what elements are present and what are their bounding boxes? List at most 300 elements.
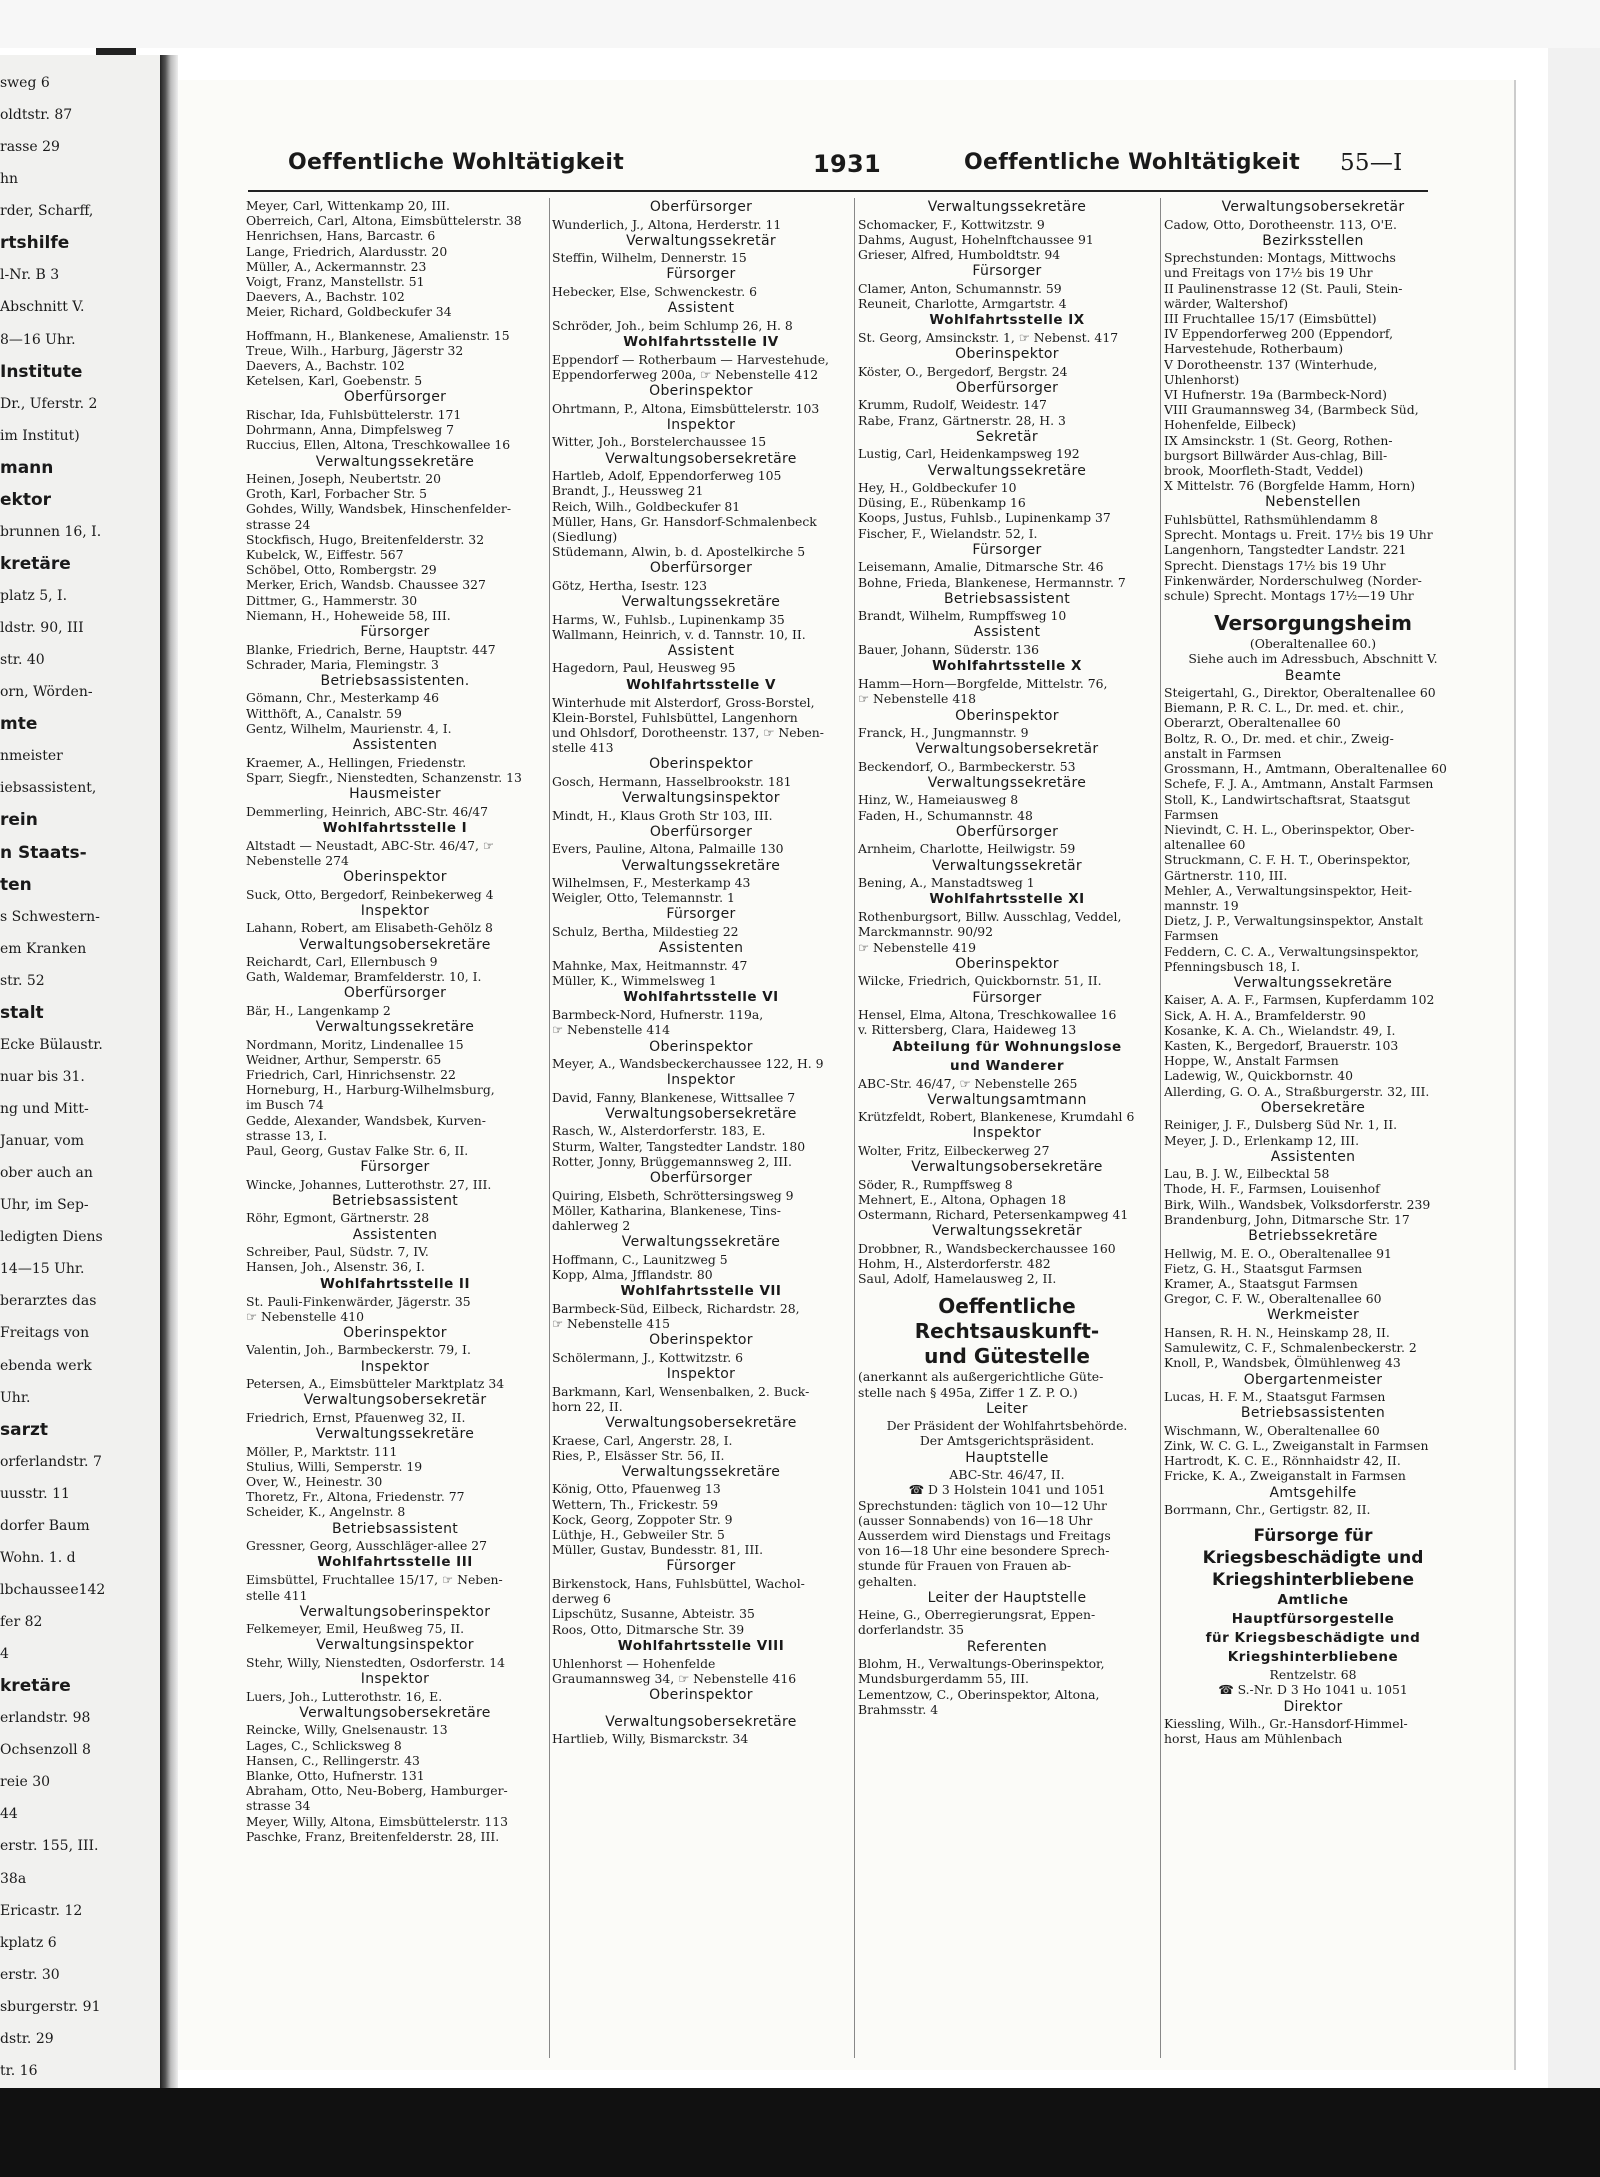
section-heading: Betriebssekretäre: [1248, 1228, 1378, 1245]
left-page-fragment: Ecke Bülaustr.: [0, 1037, 103, 1053]
entry-line: Mahnke, Max, Heitmannstr. 47: [552, 957, 748, 973]
entry-line: Heinen, Joseph, Neubertstr. 20: [246, 471, 442, 487]
entry-line: IX Amsinckstr. 1 (St. Georg, Rothen-: [1164, 432, 1393, 448]
entry-line: Dittmer, G., Hammerstr. 30: [246, 592, 418, 608]
office-heading: Hauptfürsorgestelle: [1231, 1611, 1395, 1628]
entry-line: Bening, A., Manstadtsweg 1: [858, 875, 1035, 891]
page-header: [248, 150, 1428, 190]
entry-line: Lau, B. J. W., Eilbecktal 58: [1164, 1166, 1330, 1182]
section-heading: Assistenten: [352, 737, 438, 754]
left-page-fragment: kretäre: [0, 1676, 71, 1696]
entry-line: Möller, Katharina, Blankenese, Tins-: [552, 1202, 781, 1218]
section-heading: Betriebsassistent: [331, 1520, 459, 1537]
entry-line: Franck, H., Jungmannstr. 9: [858, 725, 1029, 741]
entry-line: Wilcke, Friedrich, Quickbornstr. 51, II.: [858, 973, 1102, 989]
entry-line: III Fruchtallee 15/17 (Eimsbüttel): [1164, 311, 1377, 327]
entry-line: Meyer, A., Wandsbeckerchaussee 122, H. 9: [552, 1056, 824, 1071]
section-heading: Oberinspektor: [649, 383, 753, 400]
entry-line: II Paulinenstrasse 12 (St. Pauli, Stein-: [1164, 280, 1403, 296]
entry-line: Wunderlich, J., Altona, Herderstr. 11: [552, 216, 782, 232]
entry-line: Heine, G., Oberregierungsrat, Eppen-: [858, 1607, 1096, 1623]
centered-line: Der Präsident der Wohlfahrtsbehörde.: [886, 1418, 1128, 1434]
entry-line: stelle nach § 495a, Ziffer 1 Z. P. O.): [858, 1384, 1078, 1400]
entry-line: ☞ Nebenstelle 419: [858, 939, 976, 955]
section-heading: Verwaltungsobersekretäre: [605, 450, 797, 467]
entry-line: Wallmann, Heinrich, v. d. Tannstr. 10, II.: [552, 626, 806, 642]
office-heading: Wohlfahrtsstelle IV: [623, 333, 779, 350]
entry-line: Birk, Wilh., Wandsbek, Volksdorferstr. 239: [1164, 1196, 1431, 1212]
entry-line: St. Georg, Amsinckstr. 1, ☞ Nebenst. 417: [858, 330, 1119, 346]
entry-line: Ohrtmann, P., Altona, Eimsbüttelerstr. 103: [552, 400, 820, 416]
section-heading: Betriebsassistent: [331, 1192, 459, 1209]
left-page-fragment: ldstr. 90, III: [0, 620, 84, 636]
section-heading: Fürsorger: [666, 266, 736, 283]
entry-line: Reich, Wilh., Goldbeckufer 81: [552, 498, 741, 514]
office-heading: Wohlfahrtsstelle VI: [623, 989, 779, 1006]
entry-line: Gedde, Alexander, Wandsbek, Kurven-: [246, 1112, 486, 1128]
entry-line: Rotter, Jonny, Brüggemannsweg 2, III.: [552, 1153, 792, 1169]
entry-line: Stoll, K., Landwirtschaftsrat, Staatsgut: [1164, 791, 1411, 807]
left-page-fragment: kretäre: [0, 554, 71, 574]
left-page-fragment: str. 40: [0, 652, 45, 668]
entry-line: V Dorotheenstr. 137 (Winterhude,: [1164, 356, 1378, 372]
entry-line: Wilhelmsen, F., Mesterkamp 43: [552, 875, 751, 891]
entry-line: Stehr, Willy, Nienstedten, Osdorferstr. 14: [246, 1654, 505, 1670]
section-heading: Oberfürsorger: [955, 823, 1059, 840]
entry-line: Müller, K., Wimmelsweg 1: [552, 972, 717, 988]
entry-line: Wincke, Johannes, Lutterothstr. 27, III.: [246, 1176, 492, 1192]
entry-line: Voigt, Franz, Manstellstr. 51: [246, 274, 425, 290]
entry-line: Mundsburgerdamm 55, III.: [858, 1671, 1029, 1687]
entry-line: Sprechstunden: täglich von 10—12 Uhr: [858, 1497, 1107, 1513]
left-page-fragment: Wohn. 1. d: [0, 1550, 76, 1566]
entry-line: Kraese, Carl, Angerstr. 28, I.: [552, 1432, 733, 1448]
left-page-fragment: nuar bis 31.: [0, 1069, 85, 1085]
entry-line: Cadow, Otto, Dorotheenstr. 113, O'E.: [1164, 216, 1397, 232]
section-heading: Assistenten: [352, 1226, 438, 1243]
entry-line: Grossmann, H., Amtmann, Oberaltenallee 60: [1164, 761, 1447, 777]
entry-line: Brandt, Wilhelm, Rumpffsweg 10: [858, 608, 1067, 624]
entry-line: Kopp, Alma, Jfflandstr. 80: [552, 1266, 713, 1282]
entry-line: König, Otto, Pfauenweg 13: [552, 1481, 721, 1497]
entry-line: brook, Moorfleth-Stadt, Veddel): [1164, 463, 1364, 479]
block-title: Versorgungsheim: [1214, 611, 1412, 636]
left-page-fragment: rtshilfe: [0, 233, 70, 253]
entry-line: Sprecht. Montags u. Freit. 17½ bis 19 Uhr: [1164, 527, 1433, 543]
entry-line: Scheider, K., Angelnstr. 8: [246, 1504, 406, 1520]
header-page-number: 55—I: [1340, 150, 1403, 176]
entry-line: Henrichsen, Hans, Barcastr. 6: [246, 228, 436, 244]
entry-line: Thoretz, Fr., Altona, Friedenstr. 77: [246, 1489, 465, 1505]
entry-line: Oberarzt, Oberaltenallee 60: [1164, 715, 1341, 731]
entry-line: Langenhorn, Tangstedter Landstr. 221: [1164, 542, 1407, 558]
left-page-fragment: erlandstr. 98: [0, 1710, 91, 1726]
entry-line: anstalt in Farmsen: [1164, 745, 1282, 761]
entry-line: Meier, Richard, Goldbeckufer 34: [246, 304, 452, 320]
entry-line: strasse 34: [246, 1798, 311, 1814]
left-page-fragment: sweg 6: [0, 75, 50, 91]
section-heading: Hauptstelle: [965, 1449, 1049, 1466]
section-heading: Fürsorger: [360, 1159, 430, 1176]
entry-line: Nievindt, C. H. L., Oberinspektor, Ober-: [1164, 821, 1415, 837]
section-heading: Verwaltungsobersekretäre: [911, 1159, 1103, 1176]
entry-line: Gath, Waldemar, Bramfelderstr. 10, I.: [246, 969, 482, 985]
entry-line: Brandenburg, John, Ditmarsche Str. 17: [1164, 1211, 1410, 1227]
entry-line: Hartrodt, K. C. E., Rönnhaidstr 42, II.: [1164, 1453, 1401, 1469]
section-heading: Verwaltungssekretär: [932, 857, 1082, 874]
entry-line: Lustig, Carl, Heidenkampsweg 192: [858, 446, 1080, 462]
section-heading: Verwaltungsobersekretäre: [299, 1704, 491, 1721]
entry-line: strasse 13, I.: [246, 1127, 328, 1143]
entry-line: Hoffmann, C., Launitzweg 5: [552, 1251, 728, 1267]
entry-line: derweg 6: [552, 1591, 611, 1607]
entry-line: Schefe, F. J. A., Amtmann, Anstalt Farmsen: [1164, 776, 1434, 792]
section-heading: Assistent: [667, 642, 735, 659]
section-heading: Inspektor: [666, 416, 736, 433]
centered-line: Rentzelstr. 68: [1269, 1667, 1357, 1683]
section-heading: Verwaltungssekretäre: [315, 1019, 475, 1036]
entry-line: mannstr. 19: [1164, 897, 1239, 913]
section-heading: Verwaltungsinspektor: [316, 1637, 474, 1654]
section-heading: Assistent: [973, 624, 1041, 641]
entry-line: horst, Haus am Mühlenbach: [1164, 1731, 1343, 1747]
left-page-fragment: nmeister: [0, 748, 63, 764]
section-heading: Fürsorger: [666, 1558, 736, 1575]
section-heading: Fürsorger: [972, 989, 1042, 1006]
entry-line: Gregor, C. F. W., Oberaltenallee 60: [1164, 1291, 1382, 1307]
entry-line: Friedrich, Carl, Hinrichsenstr. 22: [246, 1067, 456, 1083]
section-heading: Fürsorger: [360, 624, 430, 641]
entry-line: v. Rittersberg, Clara, Haideweg 13: [858, 1022, 1077, 1038]
entry-line: Ostermann, Richard, Petersenkampweg 41: [858, 1207, 1129, 1223]
entry-line: Wettern, Th., Frickestr. 59: [552, 1496, 718, 1512]
entry-line: Uhlenhorst — Hohenfelde: [552, 1655, 716, 1671]
left-page-fragment: fer 82: [0, 1614, 43, 1630]
section-heading: Obergartenmeister: [1243, 1371, 1383, 1388]
entry-line: Evers, Pauline, Altona, Palmaille 130: [552, 841, 784, 857]
section-heading: Oberinspektor: [649, 1687, 753, 1704]
entry-line: Horneburg, H., Harburg-Wilhelmsburg,: [246, 1082, 495, 1098]
entry-line: Over, W., Heinestr. 30: [246, 1473, 383, 1489]
entry-line: Dietz, J. P., Verwaltungsinspektor, Anstalt: [1164, 913, 1423, 929]
section-heading: Verwaltungsinspektor: [622, 790, 780, 807]
column-2: [552, 198, 850, 2068]
section-heading: Betriebsassistenten.: [320, 672, 470, 689]
block-title: Kriegshinterbliebene: [1212, 1570, 1414, 1591]
left-page-fragment: n Staats-: [0, 843, 87, 863]
entry-line: Meyer, Willy, Altona, Eimsbüttelerstr. 113: [246, 1813, 508, 1829]
entry-line: Stockfisch, Hugo, Breitenfelderstr. 32: [246, 531, 485, 547]
left-page-fragment: 44: [0, 1806, 18, 1822]
section-heading: Verwaltungsobersekretär: [303, 1392, 487, 1409]
right-margin: [1548, 48, 1600, 2088]
entry-line: Hebecker, Else, Schwenckestr. 6: [552, 283, 757, 299]
entry-line: Krützfeldt, Robert, Blankenese, Krumdahl 6: [858, 1109, 1135, 1125]
entry-line: Paschke, Franz, Breitenfelderstr. 28, III.: [246, 1828, 500, 1844]
column-divider: [549, 198, 550, 2058]
entry-line: Sparr, Siegfr., Nienstedten, Schanzenstr. 13: [246, 769, 522, 785]
header-right-title: Oeffentliche Wohltätigkeit: [964, 150, 1301, 175]
left-page-fragment: l-Nr. B 3: [0, 267, 60, 283]
book-gutter: [160, 55, 178, 2095]
left-page-fragment: hn: [0, 171, 19, 187]
entry-line: Koops, Justus, Fuhlsb., Lupinenkamp 37: [858, 510, 1111, 526]
entry-line: Hansen, C., Rellingerstr. 43: [246, 1752, 420, 1768]
centered-line: (Oberaltenallee 60.): [1249, 636, 1377, 652]
entry-line: Lucas, H. F. M., Staatsgut Farmsen: [1164, 1389, 1386, 1404]
left-page-fragment: im Institut): [0, 428, 80, 444]
entry-line: Hinz, W., Hameiausweg 8: [858, 792, 1019, 808]
left-page-fragment: Dr., Uferstr. 2: [0, 396, 98, 412]
entry-line: VIII Graumannsweg 34, (Barmbeck Süd,: [1164, 402, 1419, 418]
left-page-fragment: Freitags von: [0, 1325, 90, 1341]
entry-line: Sturm, Walter, Tangstedter Landstr. 180: [552, 1138, 806, 1154]
entry-line: strasse 24: [246, 516, 311, 532]
block-title: und Gütestelle: [924, 1344, 1090, 1369]
section-heading: Inspektor: [972, 1125, 1042, 1142]
section-heading: Oberfürsorger: [955, 379, 1059, 396]
entry-line: Groth, Karl, Forbacher Str. 5: [246, 486, 428, 502]
centered-line: ☎ D 3 Holstein 1041 und 1051: [908, 1482, 1106, 1498]
entry-line: Schrader, Maria, Flemingstr. 3: [246, 656, 439, 672]
left-page-fragment: em Kranken: [0, 941, 87, 957]
section-heading: Nebenstellen: [1265, 494, 1361, 511]
entry-line: ☞ Nebenstelle 414: [552, 1022, 670, 1038]
section-heading: Fürsorger: [972, 263, 1042, 280]
entry-line: Rasch, W., Alsterdorferstr. 183, E.: [552, 1123, 766, 1139]
entry-line: und Ohlsdorf, Dorotheenstr. 137, ☞ Neben-: [552, 725, 824, 741]
entry-line: Petersen, A., Eimsbütteler Marktplatz 34: [246, 1376, 505, 1392]
entry-line: Röhr, Egmont, Gärtnerstr. 28: [246, 1210, 430, 1226]
office-heading: Wohlfahrtsstelle III: [317, 1554, 473, 1571]
entry-line: Sprecht. Dienstags 17½ bis 19 Uhr: [1164, 557, 1386, 573]
entry-line: Reiniger, J. F., Dulsberg Süd Nr. 1, II.: [1164, 1117, 1398, 1133]
entry-line: Barmbeck-Süd, Eilbeck, Richardstr. 28,: [552, 1301, 800, 1317]
entry-line: VI Hufnerstr. 19a (Barmbeck-Nord): [1164, 387, 1387, 403]
section-heading: Verwaltungssekretäre: [927, 462, 1087, 479]
left-page-fragment: 8—16 Uhr.: [0, 332, 76, 348]
section-heading: Verwaltungssekretär: [932, 1223, 1082, 1240]
entry-line: Reincke, Willy, Gnelsenaustr. 13: [246, 1722, 448, 1738]
entry-line: IV Eppendorferweg 200 (Eppendorf,: [1164, 326, 1394, 342]
section-heading: Oberinspektor: [649, 1038, 753, 1055]
entry-line: Lipschütz, Susanne, Abteistr. 35: [552, 1606, 755, 1622]
entry-line: Köster, O., Bergedorf, Bergstr. 24: [858, 363, 1068, 379]
left-page-fragment: orn, Wörden-: [0, 684, 93, 700]
office-heading: Wohlfahrtsstelle VIII: [617, 1637, 785, 1654]
entry-line: Ladewig, W., Quickbornstr. 40: [1164, 1068, 1354, 1084]
section-heading: Verwaltungsobersekretäre: [605, 1105, 797, 1122]
section-heading: Verwaltungsobersekretär: [1221, 199, 1405, 215]
header-left-title: Oeffentliche Wohltätigkeit: [288, 150, 625, 175]
entry-line: Allerding, G. O. A., Straßburgerstr. 32, III.: [1164, 1083, 1430, 1099]
column-3: [858, 198, 1156, 2068]
entry-line: Felkemeyer, Emil, Heußweg 75, II.: [246, 1621, 465, 1637]
entry-line: ☞ Nebenstelle 418: [858, 691, 976, 707]
entry-line: Samulewitz, C. F., Schmalenbeckerstr. 2: [1164, 1340, 1417, 1356]
office-heading: Wohlfahrtsstelle V: [626, 676, 776, 693]
section-heading: Inspektor: [666, 1366, 736, 1383]
entry-line: (ausser Sonnabends) von 16—18 Uhr: [858, 1512, 1093, 1528]
left-page-fragment: ektor: [0, 490, 52, 510]
left-page-fragment: ng und Mitt-: [0, 1101, 89, 1117]
section-heading: Verwaltungsobersekretäre: [299, 936, 491, 953]
header-rule: [248, 190, 1428, 192]
entry-line: Eimsbüttel, Fruchtallee 15/17, ☞ Neben-: [246, 1572, 503, 1588]
entry-line: im Busch 74: [246, 1097, 324, 1113]
entry-line: Arnheim, Charlotte, Heilwigstr. 59: [858, 841, 1076, 857]
entry-line: St. Pauli-Finkenwärder, Jägerstr. 35: [246, 1293, 471, 1309]
entry-line: horn 22, II.: [552, 1398, 623, 1414]
entry-line: Saul, Adolf, Hamelausweg 2, II.: [858, 1271, 1057, 1287]
block-title: Rechtsauskunft-: [914, 1319, 1100, 1344]
entry-line: Dahms, August, Hohelnftchaussee 91: [858, 231, 1094, 247]
entry-line: Treue, Wilh., Harburg, Jägerstr 32: [246, 342, 464, 358]
section-heading: Verwaltungssekretäre: [315, 453, 475, 470]
left-page-fragment: reie 30: [0, 1774, 51, 1790]
entry-line: Schöbel, Otto, Rombergstr. 29: [246, 562, 437, 578]
left-page-fragment: rasse 29: [0, 139, 60, 155]
entry-line: Sick, A. H. A., Bramfelderstr. 90: [1164, 1007, 1366, 1023]
entry-line: Blanke, Friedrich, Berne, Hauptstr. 447: [246, 641, 496, 657]
entry-line: Lahann, Robert, am Elisabeth-Gehölz 8: [246, 920, 493, 936]
section-heading: Oberinspektor: [955, 955, 1059, 972]
entry-line: und Freitags von 17½ bis 19 Uhr: [1164, 265, 1373, 281]
entry-line: Meyer, Carl, Wittenkamp 20, III.: [246, 198, 450, 213]
top-margin: [0, 0, 1600, 48]
section-heading: Oberinspektor: [955, 346, 1059, 363]
left-page-fragment: ebenda werk: [0, 1358, 92, 1374]
section-heading: Verwaltungsoberinspektor: [299, 1603, 491, 1620]
centered-line: ☎ S.-Nr. D 3 Ho 1041 u. 1051: [1218, 1682, 1408, 1698]
entry-line: Hohm, H., Alsterdorferstr. 482: [858, 1255, 1051, 1271]
entry-line: Klein-Borstel, Fuhlsbüttel, Langenhorn: [552, 709, 798, 725]
entry-line: Hartleb, Adolf, Eppendorferweg 105: [552, 468, 782, 484]
left-page-fragment: 4: [0, 1646, 9, 1662]
entry-line: Rabe, Franz, Gärtnerstr. 28, H. 3: [858, 412, 1066, 428]
entry-line: Ruccius, Ellen, Altona, Treschkowallee 16: [246, 437, 511, 453]
entry-line: Feddern, C. C. A., Verwaltungsinspektor,: [1164, 943, 1420, 959]
entry-line: Söder, R., Rumpffsweg 8: [858, 1176, 1013, 1192]
entry-line: Luers, Joh., Lutterothstr. 16, E.: [246, 1688, 443, 1704]
entry-line: Lüthje, H., Gebweiler Str. 5: [552, 1527, 725, 1543]
entry-line: Gressner, Georg, Ausschläger-allee 27: [246, 1538, 488, 1554]
left-page-fragment: Institute: [0, 362, 83, 382]
section-heading: Verwaltungssekretäre: [927, 774, 1087, 791]
entry-line: wärder, Waltershof): [1164, 295, 1289, 311]
entry-line: Stulius, Willi, Semperstr. 19: [246, 1458, 423, 1474]
entry-line: Götz, Hertha, Isestr. 123: [552, 577, 708, 593]
entry-line: Weidner, Arthur, Semperstr. 65: [246, 1051, 442, 1067]
entry-line: Bohne, Frieda, Blankenese, Hermannstr. 7: [858, 574, 1126, 590]
entry-line: Kosanke, K. A. Ch., Wielandstr. 49, I.: [1164, 1022, 1396, 1038]
left-page-fragment: ober auch an: [0, 1165, 93, 1181]
entry-line: Demmerling, Heinrich, ABC-Str. 46/47: [246, 803, 489, 819]
entry-line: Schomacker, F., Kottwitzstr. 9: [858, 216, 1045, 232]
section-heading: Oberfürsorger: [343, 389, 447, 406]
section-heading: Verwaltungssekretäre: [621, 857, 781, 874]
entry-line: Finkenwärder, Norderschulweg (Norder-: [1164, 572, 1422, 588]
spacer: [1164, 603, 1462, 611]
entry-line: stunde für Frauen von Frauen ab-: [858, 1558, 1072, 1574]
entry-line: David, Fanny, Blankenese, Wittsallee 7: [552, 1089, 796, 1105]
spacer: [552, 1705, 850, 1713]
section-heading: Assistenten: [658, 940, 744, 957]
entry-line: Marckmannstr. 90/92: [858, 924, 994, 940]
section-heading: Inspektor: [666, 1072, 736, 1089]
section-heading: Verwaltungssekretäre: [315, 1426, 475, 1443]
entry-line: Hellwig, M. E. O., Oberaltenallee 91: [1164, 1245, 1392, 1261]
left-page-fragment: mann: [0, 458, 54, 478]
block-title: Kriegsbeschädigte und: [1202, 1548, 1424, 1569]
left-page-fragment: ledigten Diens: [0, 1229, 103, 1245]
left-page-fragment: str. 52: [0, 973, 45, 989]
entry-line: Leisemann, Amalie, Ditmarsche Str. 46: [858, 559, 1104, 575]
entry-line: Hey, H., Goldbeckufer 10: [858, 480, 1017, 496]
entry-line: (anerkannt als außergerichtliche Güte-: [858, 1369, 1104, 1385]
section-heading: Referenten: [966, 1638, 1048, 1655]
entry-line: Daevers, A., Bachstr. 102: [246, 289, 405, 305]
left-page-fragment: 14—15 Uhr.: [0, 1261, 85, 1277]
entry-line: Witter, Joh., Borstelerchaussee 15: [552, 434, 767, 450]
left-page-fragment: iebsassistent,: [0, 780, 97, 796]
entry-line: Witthöft, A., Canalstr. 59: [246, 705, 402, 721]
left-page-fragment: orferlandstr. 7: [0, 1454, 102, 1470]
entry-line: Paul, Georg, Gustav Falke Str. 6, II.: [246, 1143, 469, 1159]
section-heading: Hausmeister: [349, 786, 441, 802]
section-heading: Verwaltungssekretäre: [621, 594, 781, 611]
entry-line: ABC-Str. 46/47, ☞ Nebenstelle 265: [858, 1075, 1078, 1091]
section-heading: Assistent: [667, 300, 735, 317]
entry-line: Mehnert, E., Altona, Ophagen 18: [858, 1191, 1066, 1207]
entry-line: Wolter, Fritz, Eilbeckerweg 27: [858, 1142, 1050, 1158]
entry-line: gehalten.: [858, 1573, 917, 1589]
section-heading: Verwaltungsamtmann: [927, 1091, 1087, 1108]
section-heading: Direktor: [1283, 1698, 1343, 1715]
entry-line: stelle 411: [246, 1587, 308, 1603]
office-heading: und Wanderer: [949, 1057, 1064, 1074]
entry-line: Borrmann, Chr., Gertigstr. 82, II.: [1164, 1502, 1371, 1518]
left-page-fragment: rder, Scharff,: [0, 203, 94, 219]
section-heading: Oberinspektor: [955, 707, 1059, 724]
office-heading: Wohlfahrtsstelle IX: [929, 312, 1085, 329]
entry-line: Fuhlsbüttel, Rathsmühlendamm 8: [1164, 511, 1378, 527]
entry-line: Hansen, R. H. N., Heinskamp 28, II.: [1164, 1324, 1390, 1340]
left-page-fragment: oldtstr. 87: [0, 107, 73, 123]
entry-line: Lages, C., Schlicksweg 8: [246, 1737, 402, 1753]
entry-line: Drobbner, R., Wandsbeckerchaussee 160: [858, 1240, 1116, 1256]
spacer: [246, 320, 544, 328]
entry-line: Lementzow, C., Oberinspektor, Altona,: [858, 1686, 1100, 1702]
entry-line: von 16—18 Uhr eine besondere Sprech-: [858, 1543, 1110, 1559]
left-page-fragment: sarzt: [0, 1420, 48, 1440]
entry-line: Altstadt — Neustadt, ABC-Str. 46/47, ☞: [246, 837, 495, 853]
entry-line: Gohdes, Willy, Wandsbek, Hinschenfelder-: [246, 501, 512, 517]
entry-line: Daevers, A., Bachstr. 102: [246, 358, 405, 374]
office-heading: Wohlfahrtsstelle VII: [620, 1283, 782, 1300]
entry-line: Beckendorf, O., Barmbeckerstr. 53: [858, 758, 1076, 774]
section-heading: Verwaltungsobersekretäre: [605, 1415, 797, 1432]
office-heading: Kriegshinterbliebene: [1227, 1649, 1399, 1666]
section-heading: Obersekretäre: [1260, 1099, 1366, 1116]
entry-line: Ausserdem wird Dienstags und Freitags: [858, 1527, 1111, 1543]
block-title: Oeffentliche: [938, 1294, 1076, 1319]
entry-line: Clamer, Anton, Schumannstr. 59: [858, 280, 1062, 296]
entry-line: Brahmsstr. 4: [858, 1701, 939, 1717]
left-page-fragment: Januar, vom: [0, 1133, 85, 1149]
bottom-scan-band: [0, 2088, 1600, 2177]
entry-line: altenallee 60: [1164, 837, 1246, 853]
